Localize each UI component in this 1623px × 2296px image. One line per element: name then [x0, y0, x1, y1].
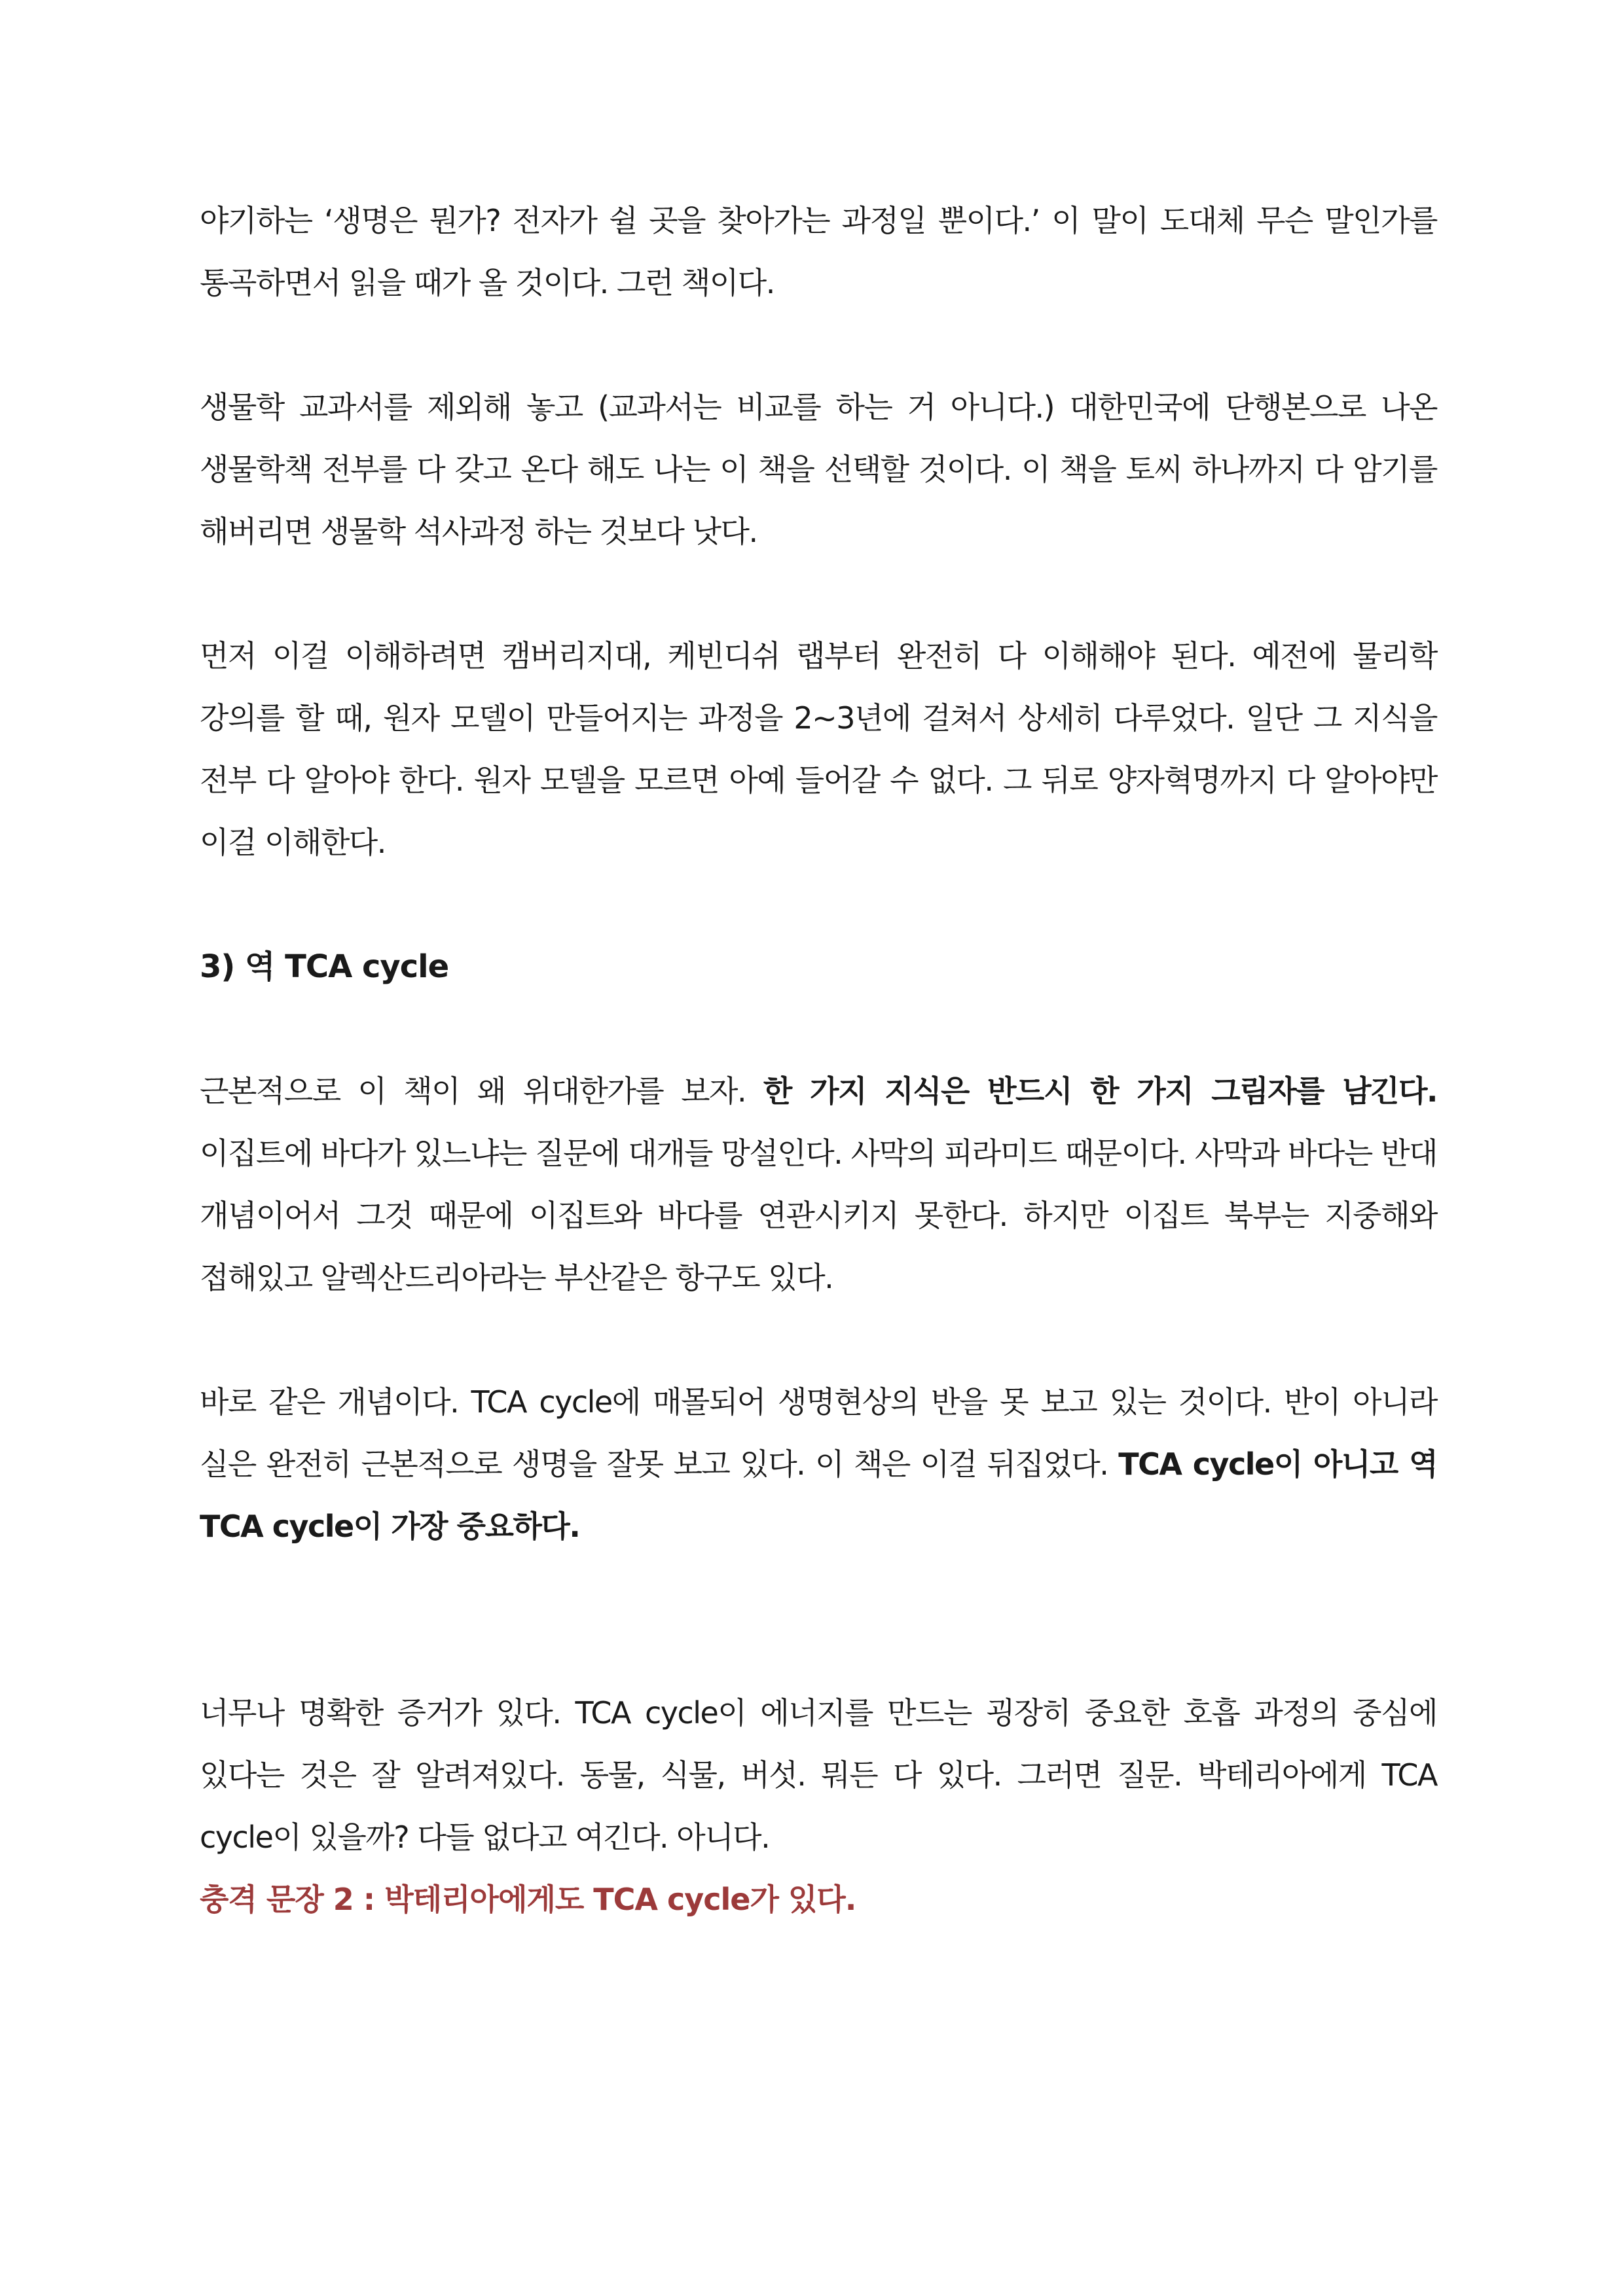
paragraph-5-lead: 바로 같은 개념이다. TCA cycle에 매몰되어 생명현상의 반을 못 보고 있는 것이다. 반이 아니라 실은 완전히 근본적으로 생명을 잘못 보고 있다. 이 책은 이걸 뒤집었다.	[200, 1384, 1437, 1482]
paragraph-4-emphasis: 한 가지 지식은 반드시 한 가지 그림자를 남긴다.	[763, 1073, 1437, 1109]
document-body	[200, 190, 1437, 1931]
paragraph-4	[200, 1060, 1437, 1309]
paragraph-4-lead: 근본적으로 이 책이 왜 위대한가를 보자.	[200, 1073, 763, 1109]
paragraph-1: 야기하는 ‘생명은 뭔가? 전자가 쉴 곳을 찾아가는 과정일 뿐이다.’ 이 말이 도대체 무슨 말인가를 통곡하면서 읽을 때가 올 것이다. 그런 책이다.	[200, 203, 1437, 300]
paragraph-4-rest: 이집트에 바다가 있느냐는 질문에 대개들 망설인다. 사막의 피라미드 때문이다. 사막과 바다는 반대 개념이어서 그것 때문에 이집트와 바다를 연관시키지 못한다. 하지만 이집트 북부는 지중해와 접해있고 알렉산드리아라는 부산같은 항구도 있다.	[200, 1136, 1437, 1295]
section-heading: 3) 역 TCA cycle	[200, 948, 449, 985]
paragraph-5-emphasis: TCA cycle이 아니고 역 TCA cycle이 가장 중요하다.	[200, 1446, 1438, 1544]
paragraph-3: 먼저 이걸 이해하려면 캠버리지대, 케빈디쉬 랩부터 완전히 다 이해해야 된다. 예전에 물리학 강의를 할 때, 원자 모델이 만들어지는 과정을 2~3년에 걸쳐서 상세히 다루었다. 일단 그 지식을 전부 다 알아야 한다. 원자 모델을 모르면 아예 들어갈 수 없다. 그 뒤로 양자혁명까지 다 알아야만 이걸 이해한다.	[200, 638, 1437, 860]
shock-sentence: 충격 문장 2 : 박테리아에게도 TCA cycle가 있다.	[200, 1882, 856, 1917]
paragraph-6: 너무나 명확한 증거가 있다. TCA cycle이 에너지를 만드는 굉장히 중요한 호흡 과정의 중심에 있다는 것은 잘 알려져있다. 동물, 식물, 버섯. 뭐든 다 있다. 그러면 질문. 박테리아에게 TCA cycle이 있을까? 다들 없다고 여긴다. 아니다.	[200, 1695, 1437, 1855]
paragraph-5	[200, 1371, 1437, 1558]
paragraph-2: 생물학 교과서를 제외해 놓고 (교과서는 비교를 하는 거 아니다.) 대한민국에 단행본으로 나온 생물학책 전부를 다 갖고 온다 해도 나는 이 책을 선택할 것이다. 이 책을 토씨 하나까지 다 암기를 해버리면 생물학 석사과정 하는 것보다 낫다.	[200, 389, 1437, 549]
